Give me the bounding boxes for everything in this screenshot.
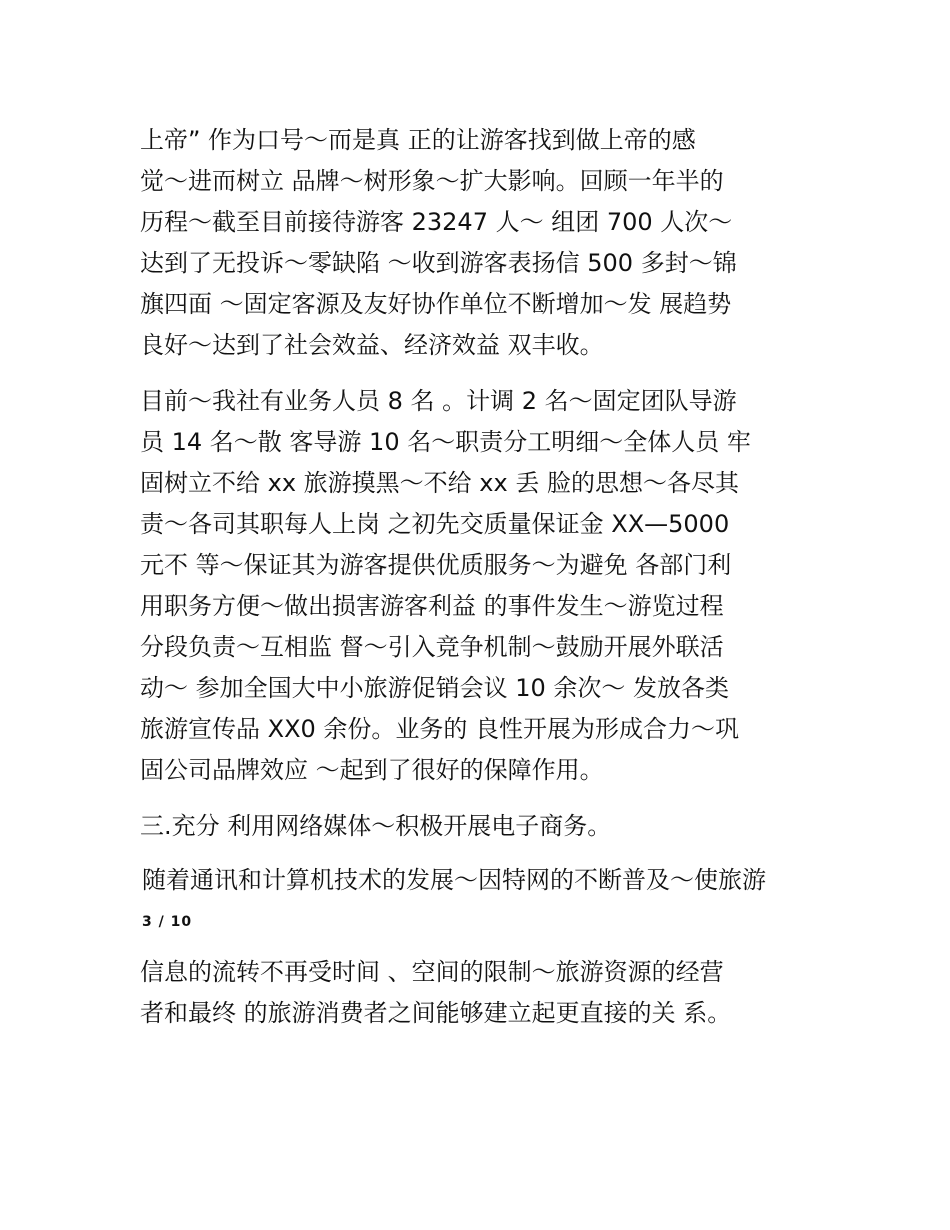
paragraph-network-first-line: 随着通讯和计算机技术的发展～因特网的不断普及～使旅游	[142, 866, 766, 894]
text-line: 旗四面 ～固定客源及友好协作单位不断增加～发 展趋势	[140, 290, 732, 318]
text-line: 历程～截至目前接待游客 23247 人～ 组团 700 人次～	[140, 208, 733, 236]
text-line: 分段负责～互相监 督～引入竞争机制～鼓励开展外联活	[140, 633, 724, 661]
text-line: 者和最终 的旅游消费者之间能够建立起更直接的关 系。	[140, 999, 732, 1027]
document-page	[140, 120, 830, 1034]
text-line: 达到了无投诉～零缺陷 ～收到游客表扬信 500 多封～锦	[140, 249, 737, 277]
text-line: 良好～达到了社会效益、经济效益 双丰收。	[140, 331, 604, 359]
text-line: 目前～我社有业务人员 8 名 。计调 2 名～固定团队导游	[140, 387, 737, 415]
text-line: 觉～进而树立 品牌～树形象～扩大影响。回顾一年半的	[140, 167, 724, 195]
text-line: 信息的流转不再受时间 、空间的限制～旅游资源的经营	[140, 958, 724, 986]
page-number: 3 / 10	[142, 914, 193, 930]
text-line: 员 14 名～散 客导游 10 名～职责分工明细～全体人员 牢	[140, 428, 751, 456]
paragraph-brand	[140, 120, 830, 366]
text-line: 元不 等～保证其为游客提供优质服务～为避免 各部门利	[140, 551, 732, 579]
text-line: 固树立不给 xx 旅游摸黑～不给 xx 丢 脸的思想～各尽其	[140, 469, 739, 497]
text-line: 责～各司其职每人上岗 之初先交质量保证金 XX—5000	[140, 510, 730, 538]
text-line: 上帝” 作为口号～而是真 正的让游客找到做上帝的感	[140, 126, 696, 154]
text-line: 固公司品牌效应 ～起到了很好的保障作用。	[140, 756, 604, 784]
text-line: 用职务方便～做出损害游客利益 的事件发生～游览过程	[140, 592, 724, 620]
paragraph-network-continued	[140, 952, 830, 1034]
text-line: 动～ 参加全国大中小旅游促销会议 10 余次～ 发放各类	[140, 674, 730, 702]
paragraph-staff	[140, 381, 830, 791]
section-heading: 三.充分 利用网络媒体～积极开展电子商务。	[140, 812, 612, 840]
text-line: 旅游宣传品 XX0 余份。业务的 良性开展为形成合力～巩	[140, 715, 740, 743]
